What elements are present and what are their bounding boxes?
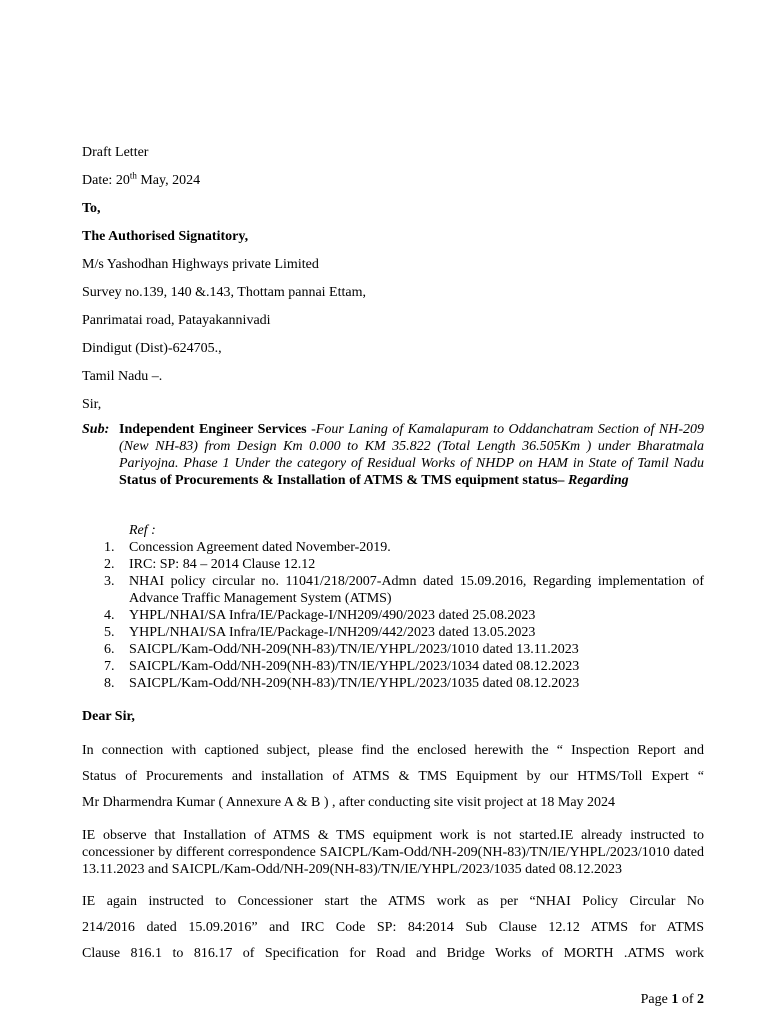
address-line-2: Survey no.139, 140 &.143, Thottam pannai Ettam,: [82, 285, 366, 300]
salutation: Sir,: [82, 397, 102, 412]
reference-list: [104, 539, 704, 692]
paragraph-line: In connection with captioned subject, please find the enclosed herewith the “ Inspection Report and: [82, 743, 704, 758]
page-number: Page 1 of 2: [640, 992, 704, 1007]
paragraph-line: 214/2016 dated 15.09.2016” and IRC Code SP: 84:2014 Sub Clause 12.12 ATMS for ATMS: [82, 920, 704, 935]
address-line-1: M/s Yashodhan Highways private Limited: [82, 257, 319, 272]
list-item: 6. SAICPL/Kam-Odd/NH-209(NH-83)/TN/IE/YHPL/2023/1010 dated 13.11.2023: [104, 642, 579, 657]
list-item: 8. SAICPL/Kam-Odd/NH-209(NH-83)/TN/IE/YHPL/2023/1035 dated 08.12.2023: [104, 676, 580, 691]
list-item: 3. NHAI policy circular no. 11041/218/2007-Admn dated 15.09.2016, Regarding implementation of Advance Traffic Management System (ATMS): [104, 574, 704, 606]
greeting: Dear Sir,: [82, 709, 135, 724]
addressee: The Authorised Signatitory,: [82, 229, 249, 244]
list-item: 2. IRC: SP: 84 – 2014 Clause 12.12: [104, 557, 316, 572]
paragraph-line: Status of Procurements and installation of ATMS & TMS Equipment by our HTMS/Toll Expert “: [82, 769, 704, 784]
address-line-4: Dindigut (Dist)-624705.,: [82, 341, 222, 356]
address-line-3: Panrimatai road, Patayakannivadi: [82, 313, 271, 328]
list-item: 5. YHPL/NHAI/SA Infra/IE/Package-I/NH209/442/2023 dated 13.05.2023: [104, 625, 536, 640]
draft-label: Draft Letter: [82, 145, 149, 160]
subject-block: [82, 421, 704, 489]
paragraph-line: Clause 816.1 to 816.17 of Specification for Road and Bridge Works of MORTH .ATMS work: [82, 946, 704, 961]
paragraph-line: Mr Dharmendra Kumar ( Annexure A & B ) , after conducting site visit project at 18 May 2024: [82, 795, 616, 810]
paragraph-3: [82, 893, 704, 971]
paragraph-1: [82, 742, 704, 820]
ref-label: Ref :: [129, 523, 156, 538]
letter-date: Date: 20th May, 2024: [82, 170, 201, 188]
subject-label: Sub:: [82, 422, 110, 437]
list-item: 7. SAICPL/Kam-Odd/NH-209(NH-83)/TN/IE/YHPL/2023/1034 dated 08.12.2023: [104, 659, 580, 674]
address-line-5: Tamil Nadu –.: [82, 369, 163, 384]
subject-text: Independent Engineer Services -Four Laning of Kamalapuram to Oddanchatram Section of NH-209 (New NH-83) from Design Km 0.000 to KM 35.822 (Total Length 36.505Km ) under Bharatmala Pariyojna. Phase 1 Under the category of Residual Works of NHDP on HAM in State of Tamil Nadu Status of Procurements & Installation of ATMS & TMS equipment status– Regarding: [119, 422, 705, 488]
list-item: 4. YHPL/NHAI/SA Infra/IE/Package-I/NH209/490/2023 dated 25.08.2023: [104, 608, 536, 623]
list-item: 1. Concession Agreement dated November-2019.: [104, 540, 391, 555]
paragraph-2: IE observe that Installation of ATMS & TMS equipment work is not started.IE already instructed to concessioner by different correspondence SAICPL/Kam-Odd/NH-209(NH-83)/TN/IE/YHPL/2023/1010 dated 13.11.2023 and SAICPL/Kam-Odd/NH-209(NH-83)/TN/IE/YHPL/2023/1035 dated 08.12.2023: [82, 828, 704, 877]
paragraph-line: IE again instructed to Concessioner start the ATMS work as per “NHAI Policy Circular No: [82, 894, 704, 909]
to-label: To,: [82, 201, 101, 216]
